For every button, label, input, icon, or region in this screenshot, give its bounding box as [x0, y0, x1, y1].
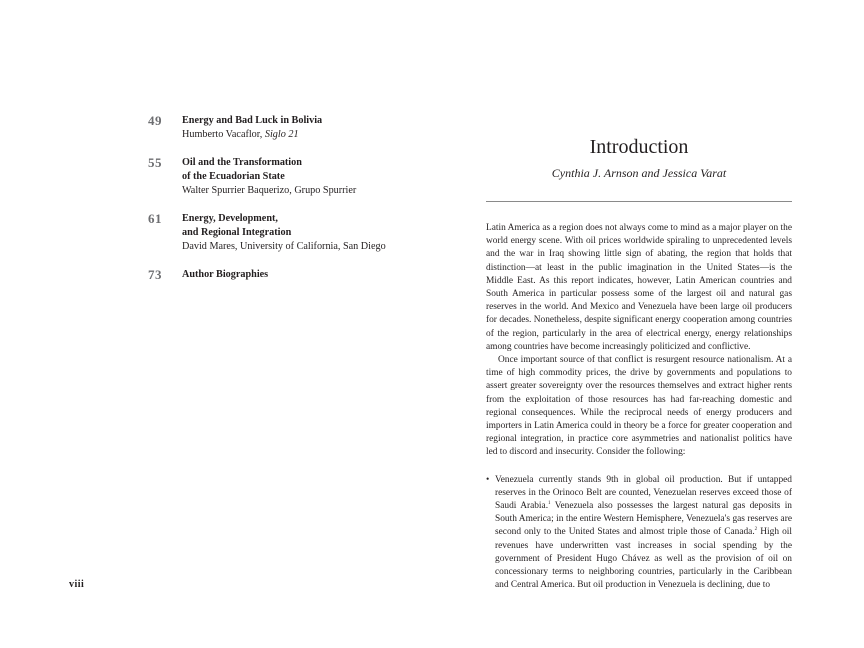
page-folio: viii — [69, 579, 85, 590]
footnote-ref[interactable]: 1 — [548, 500, 551, 506]
toc-entry-ecuador[interactable] — [148, 156, 448, 198]
list-item — [486, 474, 792, 593]
toc-author — [182, 128, 448, 142]
intro-body — [486, 222, 792, 592]
bullet-list — [486, 474, 792, 593]
toc-title: Oil and the Transformation — [182, 157, 302, 168]
paragraph: Latin America as a region does not always come to mind as a major player on the world energy scene. With oil prices worldwide spiraling to unprecedented levels and the war in Iraq showing little sign of abating, the region that holds that distinction—at least in the public imagination in the United States—is the Middle East. As this report indicates, however, Latin American countries and South America in particular possess some of the largest oil and natural gas reserves in the world. And Mexico and Venezuela have been large oil producers for decades. Nonetheless, despite significant energy cooperation among countries of the region, particularly in the area of electrical energy, energy relationships among countries have become increasingly politicized and conflictive. — [486, 223, 792, 352]
bullet-text: Venezuela currently stands 9th in global oil production. But if untapped reserves in the Orinoco Belt are counted, Venezuelan reserves exceed those of Saudi Arabia. — [495, 474, 792, 512]
toc-page-number: 49 — [148, 113, 162, 128]
toc-title: Energy and Bad Luck in Bolivia — [182, 115, 323, 126]
toc-page-number: 61 — [148, 211, 162, 226]
toc-title-cont: of the Ecuadorian State — [182, 171, 285, 182]
toc-author-name: Humberto Vacaflor, — [182, 129, 265, 140]
toc-page-number: 73 — [148, 267, 162, 282]
toc-title-cont: and Regional Integration — [182, 227, 292, 238]
bullet-text: Venezuela also possesses the largest natural gas deposits in South America; in the entire Western Hemisphere, Venezuela's gas reserves are second only to the United States and almost triple those of Canada. — [495, 501, 792, 538]
toc-title: Energy, Development, — [182, 213, 278, 224]
toc-entry-regional-integration[interactable] — [148, 212, 448, 254]
bullet-text: High oil revenues have underwritten vast increases in social spending by the government of President Hugo Chávez as well as the provision of oil on concessionary terms to neighboring countries, particularly in the Caribbean and Central America. But oil production in Venezuela is declining, due to — [495, 527, 792, 591]
toc-entry-bolivia[interactable] — [148, 114, 448, 142]
paragraph: Once important source of that conflict is resurgent resource nationalism. At a time of high commodity prices, the drive by governments and populations to assert greater sovereignty over the resources themselves and extract higher rents from the exploitation of those resources has had far-reaching domestic and regional consequences. While the reciprocal needs of energy producers and importers in Latin America could in theory be a force for greater cooperation and regional integration, in practice core asymmetries and nationalist politics have led to discord and insecurity. Consider the following: — [486, 355, 792, 458]
toc-author: Walter Spurrier Baquerizo, Grupo Spurrier — [182, 185, 357, 196]
toc-page-number: 55 — [148, 155, 162, 170]
footnote-ref[interactable]: 2 — [754, 527, 758, 533]
chapter-title: Introduction — [589, 136, 689, 158]
bullet-icon: • — [486, 474, 490, 485]
toc-author: David Mares, University of California, San Diego — [182, 241, 386, 252]
toc-affiliation: Siglo 21 — [264, 129, 299, 140]
toc-entry-biographies[interactable] — [148, 268, 448, 282]
toc-title: Author Biographies — [182, 269, 269, 280]
title-divider — [486, 201, 792, 202]
chapter-authors: Cynthia J. Arnson and Jessica Varat — [551, 166, 727, 180]
table-of-contents — [148, 114, 448, 282]
